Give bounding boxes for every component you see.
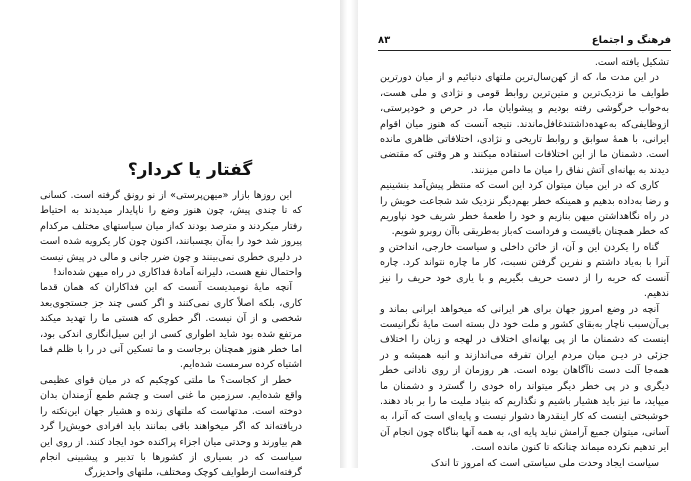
paragraph: خطر از کجاست؟ ما ملتی کوچکیم که در میان قوای عظیمی واقع شده‌ایم. سرزمین ما غنی است و چشم‌ طمع آزمندان بدان دوخته است. مدتهاست که ملتهای زنده و هشیار جهان این‌نکته را دریافته‌اند که اگر میخواهند باقی بمانند باید افرادی خویش‌را گرد هم بیاورند و وحدتی میان اجزاء پراکنده خود ایجاد کنند. از روی این سیاست که در بسیاری از کشورها با تدبیر و پیشبینی انجام گرفته‌است ازطوایف کوچک ومختلف، ملتهای واحدیزرگ	[40, 374, 302, 479]
paragraph: این روزها بازار «میهن‌پرستی» از نو رونق گرفته است. کسانی که تا چندی پیش، چون هنوز وضع را ناپایدار میدیدند به احتیاط رفتار میکردند و مترصد بودند که‌از میان سیاستهای مختلف مرکدام پیروز شد خود را به‌آن بچسبانند، اکنون چون کار یکرویه شده است در دلیری خطری نمی‌بینند و چون ضرر جانی و مالی در پیش نیست واحتمال نفع هست، دلیرانه آمادهٔ فداکاری در راه میهن شده‌اند!	[40, 190, 302, 279]
section-title: گفتار یا کردار؟	[127, 160, 253, 180]
right-page	[358, 0, 691, 468]
paragraph: در این مدت ما، که از کهن‌سال‌ترین ملتهای دنیائیم و از میان دورترین طوایف ما نزدیک‌ترین و متین‌ترین روابط قومی و نژادی و ملی هست، به‌خواب خرگوشی رفته بودیم و پیشوایان ما، در حرص و خودپرستی، ازوظایفی‌که به‌عهده‌داشتند‌غافل‌ماندند. نتیجه آنست که هنوز میان اقوام ایرانی، با همهٔ سوابق و روابط تاریخی و نژادی، اختلافاتی ظاهری مانده است. دشمنان ما از این اختلافات استفاده میکنند و هر وقتی که مقتضی دیدند به بهانه‌ای آتش نفاق را میان ما دامن میزنند.	[380, 72, 669, 176]
paragraph: تشکیل یافته است.	[594, 57, 669, 68]
book-gutter	[340, 0, 358, 468]
paragraph: آنچه مایهٔ نومیدیست آنست که این فداکاران که همان قدما کاری، بلکه اصلاً کاری نمی‌کنند و اگر کسی چند جز جستجوی‌بعد شخصی و از آن نیست. اگر خطری که هستی ما را تهدید میکند مرتفع شده بود شاید اطواری کسی از این سیل‌انگاری اندکی بود، اما خطر هنوز همچنان برجاست و ما تسکین آنی در را با ظلم فما اشتیاه کرده سرمست شده‌ایم.	[40, 282, 302, 371]
right-page-body	[380, 55, 669, 471]
left-page	[0, 0, 340, 479]
paragraph: آنچه در وضع امروز جهان برای هر ایرانی که میخواهد ایرانی بماند و بی‌آن‌سبب ناچار به‌بقای کشور و ملت خود دل بسته است مایهٔ نگرانیست اینست که دشمنان ما از پی بهانه‌ای اختلاف در لهجه و زبان را اختلاف جزئی در دیـن میان مردم ایران تفرقه می‌اندازند و انبه همیشه و در همه‌جا آلت دست ناآگاهان بوده است. هر روزمان از روی نادانی خطر دیگری و در پی خطر دیگر میتواند راه خودی را گسترد و دشمنان ما میپاید، ما نیز باید هشیار باشیم و نگذاریم که بنیاد ملیت ما را بر باد دهند. خوشبختی اینست که کار اینقدرها دشوار نیست و پایه‌ای است که آنرا، به آسانی، میتوان جمیع آرامش نباید پایه ای، به همه آنها بناگاه چون انجام آن ایر تدهیم نکرده میماند چنانکه تا کنون مانده است.	[380, 303, 669, 454]
paragraph: کاری که در این میان میتوان کرد این است که منتظر پیش‌آمد بنشینیم و رضا به‌داده بدهیم و همینکه خطر بهم‌دیگر نزدیک شد شجاعت خویش را در راه نگاهداشتن میهن بنازیم و خود را طعمهٔ خطر شریف خود نپاوریم که خطر همچنان باقیست و فرداست که‌باز به‌طریقی باآن روبرو شویم.	[380, 180, 669, 238]
paragraph: سیاست ایجاد وحدت ملی سیاستی است که امروز تا اندک	[431, 457, 659, 469]
left-page-body	[40, 188, 302, 481]
running-title: فرهنگ و اجتماع	[591, 35, 671, 46]
running-head	[378, 34, 671, 51]
paragraph: گناه را یکردن این و آن، از خائن داخلی و سیاست خارجی، انداختن و آنرا با به‌یاد داشتم و نفرین گرفتن نسبت، کار ما چاره نتواند کرد. چاره آنست که حربه را از دست حریف بگیریم و با یاری خود حریف را نیز ندهیم.	[380, 241, 669, 300]
page-number: ۸۳	[378, 35, 391, 46]
